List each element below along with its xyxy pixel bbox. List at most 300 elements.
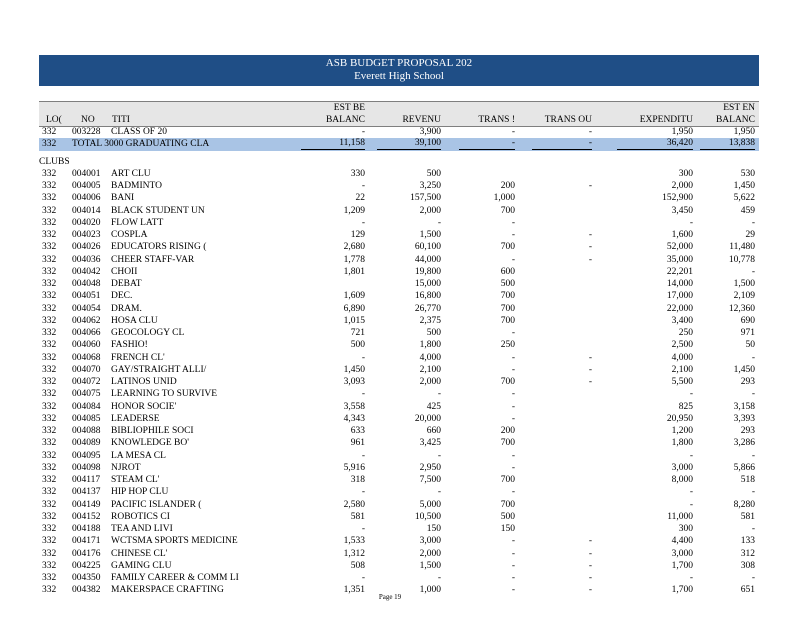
cell-beg: -	[361, 389, 365, 400]
cell-no: 004188	[72, 524, 101, 534]
col-header-end-top: EST EN	[723, 103, 755, 113]
cell-title: CHEER STAFF-VAR	[111, 254, 195, 265]
cell-loc: 332	[42, 242, 57, 253]
cell-tin: -	[511, 217, 515, 228]
cell-title: COSPLA	[111, 230, 148, 240]
cell-tin: -	[511, 487, 515, 498]
total-exp: 36,420	[617, 138, 693, 150]
cell-beg: 3,558	[343, 401, 365, 412]
cell-tin: 600	[500, 266, 515, 277]
cell-end: 3,393	[733, 413, 755, 424]
col-header-trans-out: TRANS OU	[544, 115, 592, 125]
cell-rev: 60,100	[414, 242, 441, 253]
cell-end: 3,286	[733, 438, 755, 449]
cell-title: HOSA CLU	[111, 315, 158, 326]
cell-rev: 3,000	[419, 536, 441, 547]
cell-beg: 1,801	[343, 266, 365, 277]
cell-title: GAY/STRAIGHT ALLI/	[111, 364, 207, 375]
cell-loc: 332	[42, 168, 57, 179]
cell-tin: 700	[500, 377, 515, 387]
table-row	[39, 413, 759, 425]
cell-no: 004005	[72, 181, 101, 191]
cell-end: -	[751, 573, 755, 583]
cell-exp: 20,950	[666, 413, 693, 424]
cell-no: 004088	[72, 426, 101, 436]
col-header-revenue: REVENU	[402, 115, 441, 125]
col-header-trans-in: TRANS !	[478, 115, 515, 125]
cell-beg: 6,890	[343, 303, 365, 314]
cell-no: 004225	[72, 560, 101, 571]
cell-loc: 332	[42, 401, 57, 412]
cell-exp: 3,400	[671, 315, 693, 326]
table-row	[39, 229, 759, 241]
cell-exp: 1,800	[671, 438, 693, 449]
cell-exp: 1,600	[671, 230, 693, 240]
cell-title: DEC.	[111, 291, 133, 302]
table-row	[39, 205, 759, 217]
cell-tout: -	[588, 352, 592, 363]
col-header-end-bottom: BALANC	[715, 115, 755, 125]
cell-rev: -	[437, 389, 441, 400]
cell-exp: 22,201	[666, 266, 693, 277]
cell-beg: 508	[350, 560, 365, 571]
cell-loc: 332	[42, 450, 57, 461]
cell-tout: -	[588, 548, 592, 559]
cell-end: 50	[745, 340, 755, 351]
cell-no: 004042	[72, 266, 101, 277]
cell-beg: 1,312	[343, 548, 365, 559]
cell-loc: 332	[42, 181, 57, 191]
cell-no: 004089	[72, 438, 101, 449]
cell-exp: -	[689, 487, 693, 498]
total-beg: 11,158	[301, 138, 365, 150]
table-row	[39, 499, 759, 511]
cell-tin: -	[511, 573, 515, 583]
col-header-expenditures: EXPENDITU	[639, 115, 693, 125]
cell-rev: -	[437, 573, 441, 583]
cell-loc: 332	[42, 426, 57, 436]
cell-tin: 700	[500, 303, 515, 314]
cell-beg: 1,609	[343, 291, 365, 302]
cell-tout: -	[588, 377, 592, 387]
cell-title: CHOII	[111, 266, 138, 277]
cell-rev: 500	[426, 168, 441, 179]
table-row	[39, 126, 759, 138]
cell-loc: 332	[42, 499, 57, 510]
cell-title: STEAM CL'	[111, 475, 160, 485]
cell-end: -	[751, 450, 755, 461]
cell-no: 004048	[72, 279, 101, 289]
cell-beg: 581	[350, 511, 365, 522]
cell-end: 690	[740, 315, 755, 326]
table-row	[39, 278, 759, 290]
cell-loc: 332	[42, 205, 57, 216]
cell-rev: 500	[426, 328, 441, 338]
cell-beg: 1,209	[343, 205, 365, 216]
cell-loc: 332	[42, 266, 57, 277]
cell-no: 004149	[72, 499, 101, 510]
cell-title: BIBLIOPHILE SOCI	[111, 426, 194, 436]
cell-end: 10,778	[728, 254, 755, 265]
cell-end: 312	[740, 548, 755, 559]
cell-beg: 1,533	[343, 536, 365, 547]
cell-end: -	[751, 352, 755, 363]
cell-beg: 4,343	[343, 413, 365, 424]
cell-tin: -	[511, 230, 515, 240]
table-row	[39, 315, 759, 327]
cell-exp: 3,000	[671, 548, 693, 559]
cell-beg: 500	[350, 340, 365, 351]
cell-loc: 332	[42, 585, 57, 596]
cell-tin: 700	[500, 291, 515, 302]
cell-tin: 500	[500, 279, 515, 289]
table-row	[39, 364, 759, 376]
cell-exp: -	[689, 389, 693, 400]
table-row	[39, 548, 759, 560]
cell-title: BADMINTO	[111, 181, 163, 191]
cell-title: BLACK STUDENT UN	[111, 205, 205, 216]
table-row	[39, 168, 759, 180]
cell-no: 004023	[72, 230, 101, 240]
cell-title: GEOCOLOGY CL	[111, 328, 185, 338]
cell-beg: 1,450	[343, 364, 365, 375]
cell-tin: 200	[500, 426, 515, 436]
cell-no: 004171	[72, 536, 101, 547]
total-rev: 39,100	[377, 138, 441, 150]
cell-title: ROBOTICS CI	[111, 511, 170, 522]
cell-rev: 3,900	[419, 127, 441, 137]
report-title: ASB BUDGET PROPOSAL 202	[325, 57, 473, 69]
total-end: 13,838	[700, 138, 755, 150]
table-row	[39, 474, 759, 486]
cell-exp: 300	[678, 524, 693, 534]
cell-exp: 5,500	[671, 377, 693, 387]
cell-tin: -	[511, 462, 515, 473]
cell-beg: 633	[350, 426, 365, 436]
cell-exp: 1,700	[671, 560, 693, 571]
cell-loc: 332	[42, 291, 57, 302]
table-row	[39, 192, 759, 204]
cell-loc: 332	[42, 377, 57, 387]
cell-tin: -	[511, 413, 515, 424]
cell-title: FRENCH CL'	[111, 352, 165, 363]
cell-loc: 332	[42, 193, 57, 204]
table-row	[39, 425, 759, 437]
cell-exp: 22,000	[666, 303, 693, 314]
cell-tin: -	[511, 254, 515, 265]
cell-loc: 332	[42, 279, 57, 289]
cell-loc: 332	[42, 475, 57, 485]
cell-rev: 44,000	[414, 254, 441, 265]
cell-tout: -	[588, 181, 592, 191]
table-row	[39, 254, 759, 266]
cell-beg: -	[361, 127, 365, 137]
cell-exp: 1,200	[671, 426, 693, 436]
cell-title: HONOR SOCIE'	[111, 401, 177, 412]
cell-loc: 332	[42, 560, 57, 571]
cell-no: 004054	[72, 303, 101, 314]
cell-tin: -	[511, 352, 515, 363]
cell-title: HIP HOP CLU	[111, 487, 169, 498]
cell-tin: 700	[500, 499, 515, 510]
table-row	[39, 352, 759, 364]
cell-rev: 3,250	[419, 181, 441, 191]
cell-end: 1,500	[733, 279, 755, 289]
cell-no: 004382	[72, 585, 101, 596]
cell-tin: -	[511, 364, 515, 375]
cell-beg: 961	[350, 438, 365, 449]
cell-end: 5,622	[733, 193, 755, 204]
table-row	[39, 572, 759, 584]
report-banner	[39, 55, 759, 86]
cell-end: 8,280	[733, 499, 755, 510]
cell-tout: -	[588, 127, 592, 137]
cell-rev: 26,770	[414, 303, 441, 314]
table-row	[39, 376, 759, 388]
cell-exp: 2,500	[671, 340, 693, 351]
cell-rev: -	[437, 217, 441, 228]
total-tin: -	[459, 138, 515, 150]
cell-beg: 22	[355, 193, 365, 204]
cell-exp: 825	[678, 401, 693, 412]
cell-loc: 332	[42, 352, 57, 363]
cell-tin: 700	[500, 205, 515, 216]
cell-exp: 300	[678, 168, 693, 179]
cell-tin: -	[511, 585, 515, 596]
cell-title: LA MESA CL	[111, 450, 166, 461]
cell-tout: -	[588, 560, 592, 571]
cell-rev: 1,500	[419, 230, 441, 240]
cell-loc: 332	[42, 303, 57, 314]
cell-beg: 721	[350, 328, 365, 338]
cell-beg: 1,351	[343, 585, 365, 596]
cell-rev: 7,500	[419, 475, 441, 485]
col-header-beg-top: EST BE	[333, 103, 365, 113]
cell-loc: 332	[42, 127, 57, 137]
cell-title: GAMING CLU	[111, 560, 172, 571]
cell-beg: -	[361, 450, 365, 461]
cell-tout: -	[588, 364, 592, 375]
cell-title: PACIFIC ISLANDER (	[111, 499, 202, 510]
cell-loc: 332	[42, 524, 57, 534]
cell-title: CLASS OF 20	[111, 127, 167, 137]
cell-loc: 332	[42, 340, 57, 351]
cell-rev: 2,000	[419, 377, 441, 387]
cell-tin: 500	[500, 511, 515, 522]
cell-loc: 332	[42, 230, 57, 240]
cell-title: CHINESE CL'	[111, 548, 168, 559]
cell-rev: 2,375	[419, 315, 441, 326]
cell-end: 1,950	[733, 127, 755, 137]
table-row	[39, 511, 759, 523]
table-row	[39, 327, 759, 339]
table-row	[39, 450, 759, 462]
cell-title: MAKERSPACE CRAFTING	[111, 585, 224, 596]
cell-title: LEARNING TO SURVIVE	[111, 389, 218, 400]
table-row	[39, 401, 759, 413]
cell-rev: 2,000	[419, 548, 441, 559]
cell-beg: -	[361, 573, 365, 583]
cell-end: 651	[740, 585, 755, 596]
cell-no: 004051	[72, 291, 101, 302]
table-row	[39, 303, 759, 315]
cell-tin: -	[511, 401, 515, 412]
table-row	[39, 560, 759, 572]
cell-beg: 1,778	[343, 254, 365, 265]
cell-beg: 5,916	[343, 462, 365, 473]
cell-exp: 35,000	[666, 254, 693, 265]
table-row	[39, 290, 759, 302]
cell-loc: 332	[42, 438, 57, 449]
cell-exp: 11,000	[667, 511, 693, 522]
cell-beg: -	[361, 217, 365, 228]
cell-exp: -	[689, 573, 693, 583]
cell-title: TEA AND LIVI	[111, 524, 173, 534]
section-label-clubs: CLUBS	[39, 156, 70, 167]
cell-rev: 15,000	[414, 279, 441, 289]
cell-end: 518	[740, 475, 755, 485]
cell-title: LATINOS UNID	[111, 377, 177, 387]
cell-exp: 4,400	[671, 536, 693, 547]
cell-beg: 1,015	[343, 315, 365, 326]
total-loc: 332	[42, 139, 57, 150]
cell-end: 12,360	[728, 303, 755, 314]
cell-no: 004020	[72, 217, 101, 228]
cell-loc: 332	[42, 487, 57, 498]
table-row	[39, 180, 759, 192]
col-header-title: TITI	[112, 115, 130, 125]
col-header-no: NO	[81, 115, 95, 125]
cell-end: 581	[740, 511, 755, 522]
cell-tin: 250	[500, 340, 515, 351]
cell-tin: -	[511, 389, 515, 400]
cell-tin: 700	[500, 438, 515, 449]
cell-tin: -	[511, 560, 515, 571]
cell-rev: 20,000	[414, 413, 441, 424]
cell-loc: 332	[42, 328, 57, 338]
cell-title: FLOW LATT	[111, 217, 164, 228]
cell-rev: 157,500	[410, 193, 441, 204]
cell-beg: 3,093	[343, 377, 365, 387]
cell-tin: -	[511, 450, 515, 461]
cell-rev: 10,500	[414, 511, 441, 522]
cell-no: 004137	[72, 487, 101, 498]
cell-end: 971	[740, 328, 755, 338]
cell-no: 004072	[72, 377, 101, 387]
cell-loc: 332	[42, 254, 57, 265]
cell-tin: 700	[500, 242, 515, 253]
cell-end: 293	[740, 377, 755, 387]
cell-title: DRAM.	[111, 303, 142, 314]
total-row	[39, 138, 759, 150]
cell-no: 003228	[72, 127, 101, 137]
table-row	[39, 523, 759, 535]
cell-no: 004062	[72, 315, 101, 326]
cell-rev: 660	[426, 426, 441, 436]
cell-title: FAMILY CAREER & COMM LI	[111, 573, 239, 583]
cell-exp: 17,000	[666, 291, 693, 302]
cell-no: 004176	[72, 548, 101, 559]
cell-no: 004075	[72, 389, 101, 400]
cell-loc: 332	[42, 315, 57, 326]
cell-tin: -	[511, 536, 515, 547]
cell-title: ART CLU	[111, 168, 151, 179]
cell-exp: -	[689, 499, 693, 510]
cell-beg: 318	[350, 475, 365, 485]
cell-end: -	[751, 487, 755, 498]
table-row	[39, 486, 759, 498]
cell-end: 308	[740, 560, 755, 571]
cell-exp: 2,000	[671, 181, 693, 191]
cell-end: 1,450	[733, 364, 755, 375]
cell-tin: 1,000	[493, 193, 515, 204]
cell-tout: -	[588, 254, 592, 265]
cell-tin: 200	[500, 181, 515, 191]
table-row	[39, 462, 759, 474]
cell-rev: -	[437, 450, 441, 461]
cell-title: WCTSMA SPORTS MEDICINE	[111, 536, 238, 547]
cell-end: 1,450	[733, 181, 755, 191]
page-number: Page 19	[378, 593, 402, 601]
cell-end: -	[751, 524, 755, 534]
column-header-row	[39, 101, 759, 127]
cell-loc: 332	[42, 548, 57, 559]
cell-rev: 1,800	[419, 340, 441, 351]
cell-beg: -	[361, 524, 365, 534]
total-tout: -	[532, 138, 592, 150]
cell-loc: 332	[42, 364, 57, 375]
budget-table	[39, 126, 759, 597]
cell-rev: 425	[426, 401, 441, 412]
cell-rev: 2,000	[419, 205, 441, 216]
cell-beg: -	[361, 487, 365, 498]
cell-rev: -	[437, 487, 441, 498]
cell-rev: 19,800	[414, 266, 441, 277]
cell-end: 133	[740, 536, 755, 547]
cell-no: 004070	[72, 364, 101, 375]
cell-loc: 332	[42, 413, 57, 424]
cell-rev: 3,425	[419, 438, 441, 449]
cell-tin: 700	[500, 315, 515, 326]
table-row	[39, 535, 759, 547]
cell-beg: -	[361, 352, 365, 363]
cell-exp: 3,450	[671, 205, 693, 216]
cell-title: FASHIO!	[111, 340, 148, 351]
cell-exp: -	[689, 450, 693, 461]
cell-tout: -	[588, 573, 592, 583]
cell-rev: 1,500	[419, 560, 441, 571]
cell-title: NJROT	[111, 462, 141, 473]
cell-beg: 129	[350, 230, 365, 240]
cell-loc: 332	[42, 573, 57, 583]
cell-rev: 5,000	[419, 499, 441, 510]
cell-title: KNOWLEDGE BO'	[111, 438, 189, 449]
cell-rev: 2,950	[419, 462, 441, 473]
cell-tout: -	[588, 242, 592, 253]
cell-end: 29	[745, 230, 755, 240]
cell-tout: -	[588, 230, 592, 240]
cell-tin: 700	[500, 475, 515, 485]
cell-end: -	[751, 217, 755, 228]
cell-no: 004066	[72, 328, 101, 338]
table-row	[39, 266, 759, 278]
cell-end: 293	[740, 426, 755, 436]
cell-tin: -	[511, 328, 515, 338]
cell-rev: 150	[426, 524, 441, 534]
cell-no: 004152	[72, 511, 101, 522]
cell-no: 004084	[72, 401, 101, 412]
cell-rev: 4,000	[419, 352, 441, 363]
